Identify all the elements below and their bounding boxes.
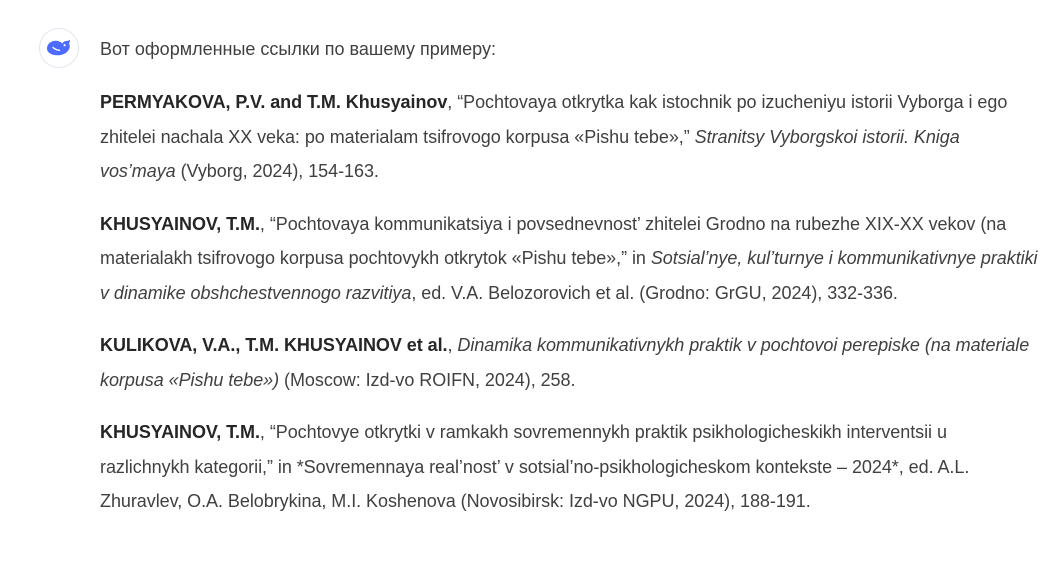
reference-text: , “Pochtovaya kommunikatsiya i povsednevnost’ zhitelei Grodno na rubezhe XIX-XX vekov (na materialakh tsifrovogo korpusa pochtovykh otkrytok «Pishu tebe»,” in [100,213,1007,268]
reference-item [100,415,1040,519]
reference-item [100,207,1040,311]
reference-title: Sotsial’nye, kul’turnye i kommunikativnye praktiki v dinamike obshchestvennogo razvitiya [100,248,1038,303]
reference-text: (Moscow: Izd-vo ROIFN, 2024), 258. [279,369,576,390]
reference-author: KHUSYAINOV, T.M. [100,422,260,442]
assistant-message [100,34,1040,537]
message-intro: Вот оформленные ссылки по вашему примеру: [100,39,496,59]
reference-author: KULIKOVA, V.A., T.M. KHUSYAINOV et al. [100,335,448,355]
reference-text: , “Pochtovye otkrytki v ramkakh sovremennykh praktik psikhologicheskikh interventsii u razlichnykh kategorii,” in *Sovremennaya real’nost’ v sotsial’no-psikhologicheskom kontekste – 2024*, ed. A.L. Zhuravlev, O.A. Belobrykina, M.I. Koshenova (Novosibirsk: Izd-vo NGPU, 2024), 188-191. [100,422,970,511]
reference-item [100,85,1040,189]
reference-text: (Vyborg, 2024), 154-163. [175,161,379,181]
reference-title: Dinamika kommunikativnykh praktik v pochtovoi perepiske (na materiale korpusa «Pishu tebe») [100,335,1030,390]
reference-author: PERMYAKOVA, P.V. and T.M. Khusyainov [100,92,448,112]
assistant-avatar [39,28,79,68]
reference-list [100,85,1040,519]
reference-item [100,328,1040,397]
reference-text: , ed. V.A. Belozorovich et al. (Grodno: GrGU, 2024), 332-336. [411,282,898,303]
reference-text: , “Pochtovaya otkrytka kak istochnik po izucheniyu istorii Vyborga i ego zhitelei nachala XX veka: po materialam tsifrovogo korpusa «Pishu tebe»,” [100,92,1008,147]
reference-text: , [447,335,458,355]
reference-author: KHUSYAINOV, T.M. [100,213,260,234]
whale-icon [45,36,73,60]
reference-title: Stranitsy Vyborgskoi istorii. Kniga vos’maya [100,126,960,181]
